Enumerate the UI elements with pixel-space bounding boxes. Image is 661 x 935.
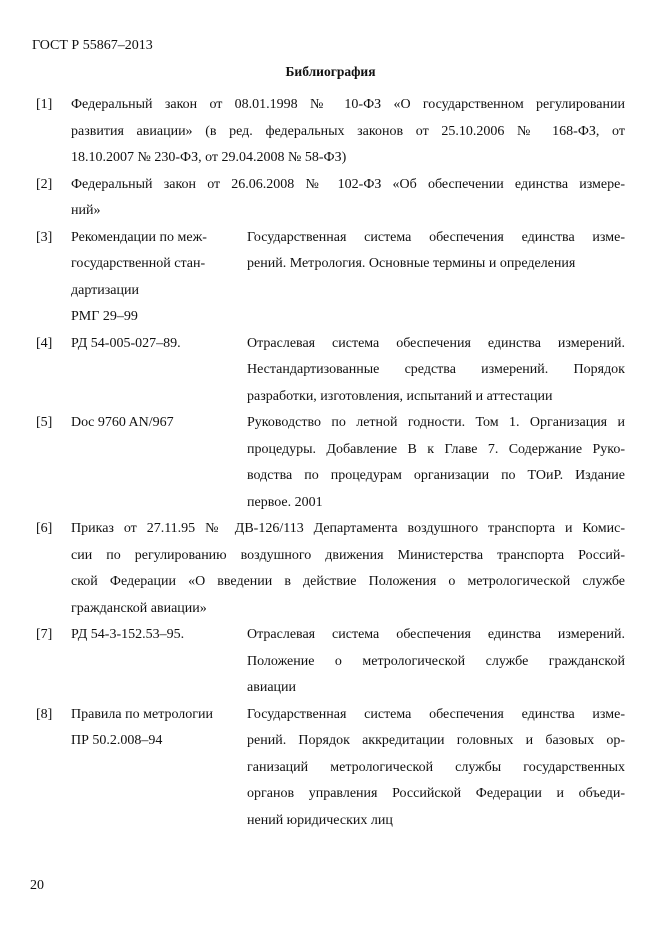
reference-number: [6]	[36, 521, 53, 536]
reference-designation-line: Рекомендации по меж-	[71, 229, 207, 245]
reference-text-line: ской Федерации «О введении в действие Положения о метрологической службе	[71, 574, 625, 589]
reference-number: [3]	[36, 229, 53, 245]
reference-text-line: Государственная система обеспечения единства изме-	[247, 706, 625, 722]
reference-designation-line: государственной стан-	[71, 256, 206, 271]
reference-text-line: ний»	[71, 203, 101, 218]
bibliography-entry	[0, 702, 661, 835]
reference-text-line: рений. Метрология. Основные термины и определения	[247, 256, 576, 271]
bibliography-entry	[0, 92, 661, 172]
reference-text-line: Положение о метрологической службе гражданской	[247, 653, 625, 669]
reference-text-line: Федеральный закон от 08.01.1998 № 10-ФЗ «О государственном регулировании	[71, 97, 625, 112]
reference-number: [7]	[36, 627, 53, 642]
reference-text-line: авиации	[247, 680, 297, 695]
reference-text-line: рений. Порядок аккредитации головных и базовых ор-	[247, 733, 625, 748]
reference-text-line: первое. 2001	[247, 494, 323, 510]
reference-description	[247, 225, 625, 278]
reference-designation-line: Правила по метрологии	[71, 706, 214, 722]
bibliography-entry	[0, 172, 661, 225]
reference-number: [1]	[36, 97, 53, 112]
reference-designation	[71, 702, 241, 755]
reference-text-line: Руководство по летной годности. Том 1. Организация и	[247, 415, 625, 430]
reference-designation-line: РМГ 29–99	[71, 309, 138, 324]
reference-designation-line: дартизации	[71, 282, 139, 298]
reference-designation	[71, 622, 241, 649]
reference-text-line: Отраслевая система обеспечения единства измерений.	[247, 335, 625, 351]
bibliography-list	[0, 92, 661, 834]
reference-text	[71, 172, 625, 225]
reference-description	[247, 622, 625, 702]
bibliography-entry	[0, 331, 661, 411]
bibliography-entry	[0, 225, 661, 331]
page-title: Библиография	[285, 64, 376, 79]
reference-text-line: Приказ от 27.11.95 № ДВ-126/113 Департамента воздушного транспорта и Комис-	[71, 521, 625, 536]
reference-text-line: Отраслевая система обеспечения единства измерений.	[247, 627, 625, 642]
reference-designation-line: Doc 9760 AN/967	[71, 415, 174, 430]
reference-number: [8]	[36, 706, 53, 722]
reference-text-line: сии по регулированию воздушного движения Министерства транспорта Россий-	[71, 547, 625, 563]
document-header: ГОСТ Р 55867–2013	[32, 38, 153, 53]
reference-text-line: развития авиации» (в ред. федеральных законов от 25.10.2006 № 168-ФЗ, от	[71, 123, 625, 139]
reference-text-line: ганизаций метрологической службы государственных	[247, 759, 625, 775]
reference-description	[247, 410, 625, 516]
reference-designation	[71, 410, 241, 437]
reference-text	[71, 92, 625, 172]
reference-description	[247, 702, 625, 835]
reference-designation-line: ПР 50.2.008–94	[71, 733, 163, 748]
reference-text-line: процедуры. Добавление В к Главе 7. Содержание Руко-	[247, 441, 625, 457]
reference-text-line: гражданской авиации»	[71, 600, 207, 616]
bibliography-entry	[0, 516, 661, 622]
reference-designation-line: РД 54-005-027–89.	[71, 335, 181, 351]
reference-description	[247, 331, 625, 411]
reference-text-line: Государственная система обеспечения единства изме-	[247, 229, 625, 245]
reference-text-line: Федеральный закон от 26.06.2008 № 102-ФЗ «Об обеспечении единства измере-	[71, 176, 625, 192]
reference-text-line: органов управления Российской Федерации и объеди-	[247, 786, 625, 801]
reference-number: [2]	[36, 176, 53, 192]
reference-text-line: нений юридических лиц	[247, 812, 393, 828]
reference-number: [4]	[36, 335, 53, 351]
bibliography-entry	[0, 410, 661, 516]
reference-designation	[71, 225, 241, 331]
reference-designation	[71, 331, 241, 358]
reference-text-line: разработки, изготовления, испытаний и аттестации	[247, 388, 553, 404]
bibliography-entry	[0, 622, 661, 702]
reference-designation-line: РД 54-3-152.53–95.	[71, 627, 185, 642]
reference-text-line: Нестандартизованные средства измерений. Порядок	[247, 362, 625, 377]
reference-text-line: 18.10.2007 № 230-ФЗ, от 29.04.2008 № 58-ФЗ)	[71, 150, 347, 165]
page-number: 20	[30, 878, 44, 893]
reference-text	[71, 516, 625, 622]
reference-number: [5]	[36, 415, 53, 430]
reference-text-line: водства по процедурам организации по ТОиР. Издание	[247, 468, 625, 483]
